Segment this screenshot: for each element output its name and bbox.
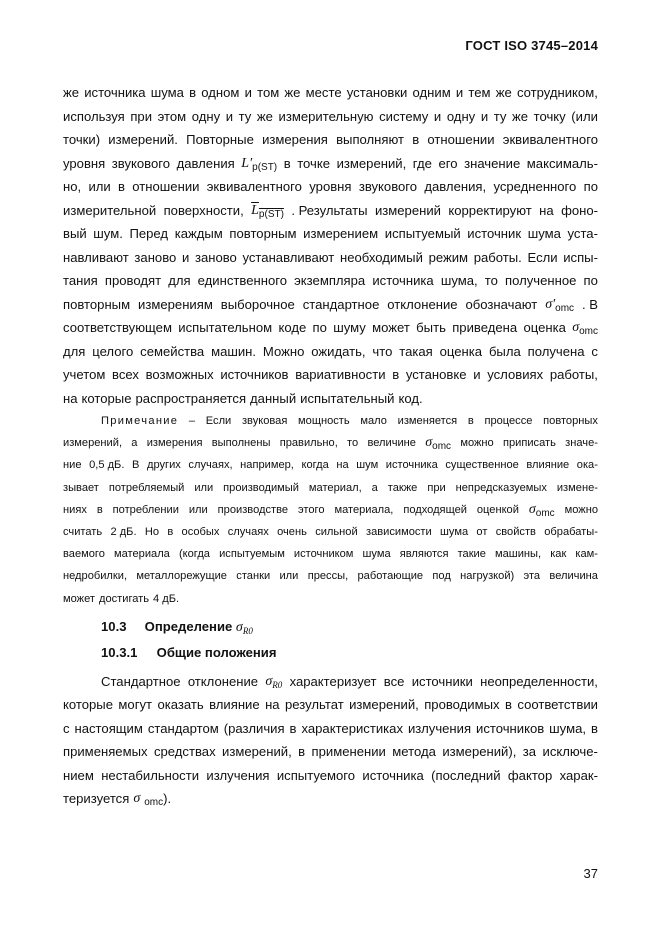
text-line: измерений, а измерения выполнены правильно, то величине $\sigma_{omc}$ можно приписать значе- [63,432,598,454]
math-sigma-omc: $\sigma_{omc}$ [528,501,555,519]
text-line: вый шум. Перед каждым повторным измерением испытуемый источник шума уста- [63,226,598,241]
text-line: измерительной поверхности, $L_{p(ST)}$ . Результаты измерений корректируют на фоно- [63,199,598,223]
text-line: считать 2 дБ. Но в особых случаях очень сильной зависимости шума от свойств обрабаты- [63,525,598,538]
text-line: зывает потребляемый или производимый материал, а также при непредсказуемых измене- [63,481,598,494]
page-body [63,81,598,811]
text-line: повторным измерениям выборочное стандартное отклонение обозначают $\sigma'_{omc}$ . В [63,293,598,317]
text-line: Примечание – Если звуковая мощность мало изменяется в процессе повторных [63,410,598,432]
text-line: которые могут оказать влияние на результат измерений, проводимых в соответствии [63,697,598,713]
math-sigma-omc: σ $_{omc}$ [133,791,164,809]
text-line: применяемых средствах измерений, в применении метода измерений), за исключе- [63,744,598,760]
subsection-heading: 10.3.1 Общие положения [101,644,277,660]
section-heading: 10.3 Определение $\sigma_{R0}$ [101,618,253,636]
text-line: ваемого материала (когда испытуемым источником шума являются такие машины, как кам- [63,548,598,561]
math-sigma-omc: $\sigma_{omc}$ [572,320,598,337]
text-line: точки) измерений. Повторные измерения выполняют в отношении эквивалентного [63,132,598,147]
text-line: может достигать 4 дБ. [63,592,180,605]
paragraph-1 [63,81,598,410]
text-line: для целого семейства машин. Можно ожидать, что такая оценка была получена с [63,343,598,359]
math-sigma-omc-prime: $\sigma'_{omc}$ [545,296,575,314]
text-line: с настоящим стандартом (различия в характеристиках излучения источников шума, в [63,720,598,736]
text-line: на которые распространяется данный испытательный код. [63,390,423,406]
math-L-prime: $L'_{p(ST)}$ [241,155,278,173]
text-line: недробилки, металлорежущие станки или прессы, работающие под нагрузкой) эта величина [63,570,598,583]
text-line: тания проводят для единственного экземпляра источника шума, то полученное по [63,273,598,288]
text-line: нием нестабильности излучения испытуемого источника (последний фактор харак- [63,767,598,783]
math-L-bar: $L_{p(ST)}$ [251,202,284,220]
math-sigma-R0: $\sigma_{R0}$ [265,673,283,690]
text-line: Стандартное отклонение $\sigma_{R0}$ характеризует все источники неопределенности, [63,670,598,694]
text-line: ние 0,5 дБ. В других случаях, например, когда на шум источника существенное влияние ока- [63,459,598,472]
math-sigma-R0: $\sigma_{R0}$ [235,619,253,636]
text-line: же источника шума в одном и том же месте установки одним и тем же сотрудником, [63,85,598,100]
text-line: ниях в потреблении или производстве этого материала, подходящей оценкой $\sigma_{omc}$ можно [63,499,598,521]
text-line: используя при этом одну и ту же измерительную систему и одну и ту же точку (или [63,108,598,124]
math-sigma-omc: $\sigma_{omc}$ [425,435,452,453]
paragraph-2 [63,670,598,811]
text-line: уровня звукового давления $L'_{p(ST)}$ в точке измерений, где его значение максималь- [63,152,598,176]
text-line: но, или в отношении эквивалентного уровня звукового давления, усредненного по [63,179,598,194]
note-block [63,410,598,610]
text-line: теризуется σ $_{omc}$ ). [63,787,598,811]
text-line: учетом всех возможных источников вариативности в установке и условиях работы, [63,367,598,382]
text-line: навливают заново и заново устанавливают необходимый режим работы. Если испы- [63,249,598,265]
note-label: Примечание [101,415,179,427]
text-line: соответствующем испытательном коде по шуму может быть приведена оценка $\sigma_{omc}$ [63,316,598,340]
document-header: ГОСТ ISO 3745–2014 [465,38,598,53]
page-number: 37 [583,866,598,881]
